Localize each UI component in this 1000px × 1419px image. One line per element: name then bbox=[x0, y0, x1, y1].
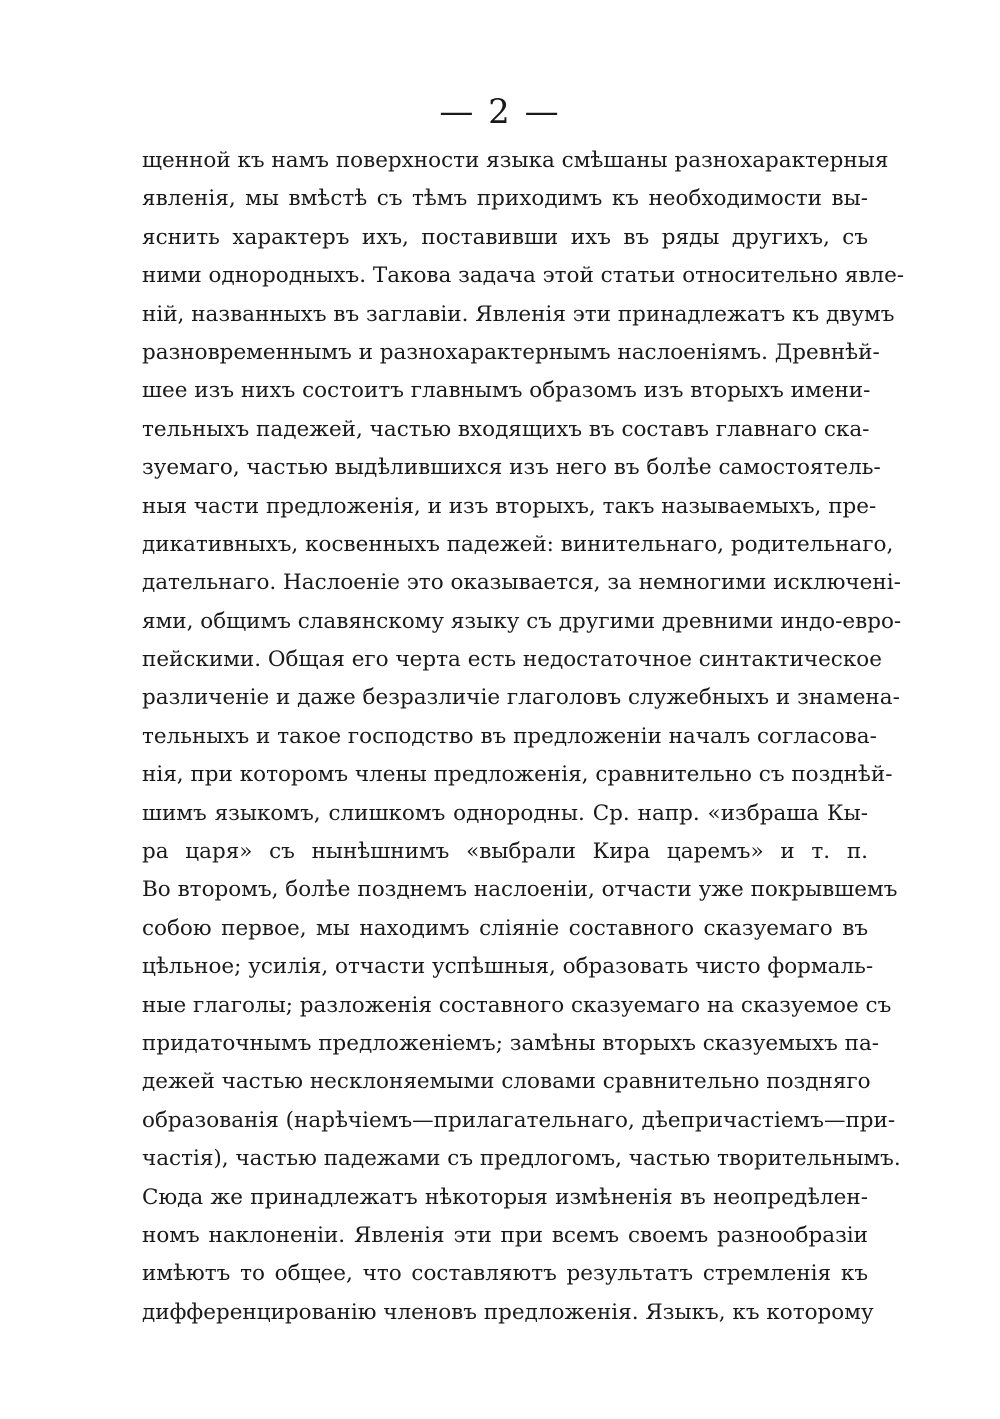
text-line: дежей частью несклоняемыми словами сравнительно поздняго bbox=[142, 1069, 871, 1095]
text-line: собою первое, мы находимъ сліяніе составного сказуемаго въ bbox=[142, 915, 868, 941]
text-line: номъ наклоненіи. Явленія эти при всемъ своемъ разнообразіи bbox=[142, 1222, 868, 1248]
text-line: ра царя» съ нынѣшнимъ «выбрали Кира царемъ» и т. п. bbox=[142, 839, 868, 865]
text-line: Сюда же принадлежатъ нѣкоторыя измѣненія въ неопредѣлен- bbox=[142, 1184, 868, 1210]
text-line: образованія (нарѣчіемъ—прилагательнаго, дѣепричастіемъ—при- bbox=[142, 1107, 896, 1133]
text-line: ные глаголы; разложенія составного сказуемаго на сказуемое съ bbox=[142, 992, 892, 1018]
text-line: различеніе и даже безразличіе глаголовъ служебныхъ и знамена- bbox=[142, 685, 900, 711]
text-line: явленія, мы вмѣстѣ съ тѣмъ приходимъ къ необходимости вы- bbox=[142, 186, 868, 212]
text-line: ній, названныхъ въ заглавіи. Явленія эти принадлежатъ къ двумъ bbox=[142, 301, 895, 327]
text-line: зуемаго, частью выдѣлившихся изъ него въ болѣе самостоятель- bbox=[142, 455, 881, 481]
text-line: придаточнымъ предложеніемъ; замѣны вторыхъ сказуемыхъ па- bbox=[142, 1030, 880, 1056]
text-line: имѣютъ то общее, что составляютъ результатъ стремленія къ bbox=[142, 1261, 868, 1287]
text-line: шимъ языкомъ, слишкомъ однородны. Ср. напр. «избраша Кы- bbox=[142, 800, 868, 826]
text-line: дикативныхъ, косвенныхъ падежей: винительнаго, родительнаго, bbox=[142, 531, 894, 557]
text-line: частія), частью падежами съ предлогомъ, частью творительнымъ. bbox=[142, 1146, 901, 1172]
text-line: разновременнымъ и разнохарактернымъ наслоеніямъ. Древнѣй- bbox=[142, 339, 880, 365]
text-line: шее изъ нихъ состоитъ главнымъ образомъ изъ вторыхъ имени- bbox=[142, 378, 871, 404]
text-line: тельныхъ падежей, частью входящихъ въ составъ главнаго ска- bbox=[142, 416, 870, 442]
text-line: дифференцированію членовъ предложенія. Языкъ, къ которому bbox=[142, 1299, 874, 1325]
text-line: дательнаго. Наслоеніе это оказывается, за немногими исключені- bbox=[142, 570, 901, 596]
text-line: тельныхъ и такое господство въ предложеніи началъ согласова- bbox=[142, 723, 877, 749]
text-line: щенной къ намъ поверхности языка смѣшаны разнохарактерныя bbox=[142, 148, 889, 173]
text-line: нія, при которомъ члены предложенія, сравнительно съ позднѣй- bbox=[142, 762, 893, 788]
text-line: яснить характеръ ихъ, поставивши ихъ въ ряды другихъ, съ bbox=[142, 224, 868, 250]
text-line: Во второмъ, болѣе позднемъ наслоеніи, отчасти уже покрывшемъ bbox=[142, 877, 898, 903]
text-line: ними однородныхъ. Такова задача этой статьи относительно явле- bbox=[142, 263, 905, 289]
text-line: ями, общимъ славянскому языку съ другими древними индо-евро- bbox=[142, 608, 902, 634]
body-text bbox=[142, 142, 905, 1332]
text-line: пейскими. Общая его черта есть недостаточное синтактическое bbox=[142, 647, 882, 673]
text-line: ныя части предложенія, и изъ вторыхъ, такъ называемыхъ, пре- bbox=[142, 493, 877, 519]
text-line: цѣльное; усилія, отчасти успѣшныя, образовать чисто формаль- bbox=[142, 954, 874, 980]
page-number: — 2 — bbox=[439, 92, 561, 132]
